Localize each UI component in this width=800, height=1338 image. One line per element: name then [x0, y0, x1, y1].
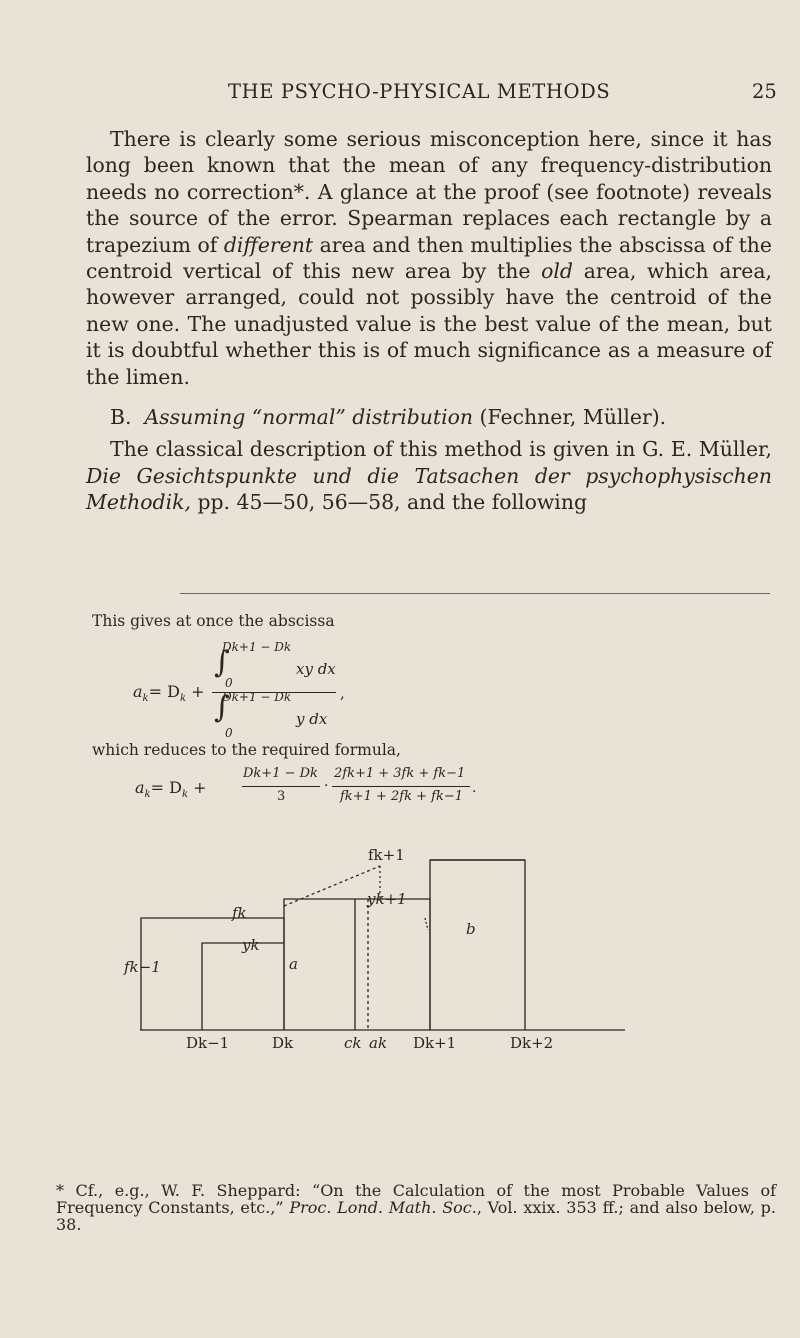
inset-intro: This gives at once the abscissa — [92, 612, 335, 630]
section-heading — [86, 404, 772, 430]
label-D-k-plus-1: Dk+1 — [413, 1034, 457, 1052]
book-page: THE PSYCHO-PHYSICAL METHODS 25 There is clearly some serious misconception here, since it has long been known that the mean of any frequency-distribution needs no correction*. A glance at the proof (see footnote) reveals the source of the error. Spearman replaces each rectangle by a trapezium of different area and then multiplies the abscissa of the centroid vertical of this new area by the old area, which area, however arranged, could not possibly have the centroid of the new one. The unadjusted value is the best value of the mean, but it is doubtful whether this is of much significance as a measure of the limen. B. Assuming “normal” distribution (Fechner, Müller). The classical description of this method is given in G. E. Müller, Die Gesichtspunkte und die Tatsachen der psychophysischen Methodik, pp. 45—50, 56—58, and the following This gives at once the abscissa $a_k= D_k$ + ∫ Dk+1 − Dk 0 xy dx ∫ Dk+1 − Dk 0 y dx , which reduces to the required formula, $a_k= D_k$ + Dk+1 − Dk 3 · 2fk+1 + 3fk + fk−1 fk+1 + 2fk + fk−1 . fk+1 yk+1 fk yk fk−1 a b Dk−1 Dk ck ak Dk+1 Dk+2 * Cf., e.g., W. F. Sheppard: “On the Calculation of the most Probable Values of Frequency Constants, etc.,” Proc. Lond. Math. Soc., Vol. xxix. 353 ff.; and also below, p. 38. — [0, 0, 800, 1338]
paragraph-2: The classical description of this method is given in G. E. Müller, Die Gesichtspunkte und die Tatsachen der psychophysischen Methodik, pp. 45—50, 56—58, and the following — [86, 437, 772, 515]
trapezium-figure — [0, 830, 800, 1140]
running-head: THE PSYCHO-PHYSICAL METHODS — [228, 80, 611, 103]
bar-k — [284, 899, 430, 1030]
label-D-k-minus-1: Dk−1 — [186, 1034, 230, 1052]
integral-sign-bottom: ∫ — [214, 690, 230, 725]
bar-k-minus-1-outer — [141, 918, 284, 1030]
fraction-bar-3 — [332, 786, 470, 787]
integral-sign-top: ∫ — [214, 645, 230, 680]
trapezium-top — [284, 866, 380, 906]
label-D-k: Dk — [272, 1034, 294, 1052]
label-y-k: yk — [242, 936, 260, 954]
inset-reduces: which reduces to the required formula, — [92, 741, 401, 759]
label-f-k-plus-1: fk+1 — [368, 846, 405, 864]
section-rule — [180, 593, 770, 594]
footnote: * Cf., e.g., W. F. Sheppard: “On the Calculation of the most Probable Values of Frequency Constants, etc.,” Proc. Lond. Math. Soc., Vol. xxix. 353 ff.; and also below, p. 38. — [56, 1181, 776, 1234]
fraction-bar-2 — [242, 786, 320, 787]
page-number: 25 — [752, 80, 777, 103]
label-a: a — [289, 955, 298, 973]
section-authors: (Fechner, Müller). — [479, 405, 667, 430]
main-text — [86, 126, 772, 516]
book-title: Die Gesichtspunkte und die Tatsachen der psychophysischen Methodik, — [86, 463, 772, 515]
label-c-k: ck — [344, 1034, 362, 1052]
label-a-k: ak — [369, 1034, 388, 1052]
label-f-k: fk — [232, 904, 247, 922]
journal-title: Proc. Lond. Math. Soc. — [289, 1198, 477, 1217]
label-y-k-plus-1: yk+1 — [367, 890, 407, 908]
label-D-k-plus-2: Dk+2 — [510, 1034, 554, 1052]
bar-k-plus-1 — [430, 860, 525, 1030]
section-label: B. — [110, 405, 132, 430]
label-b: b — [466, 920, 476, 938]
emphasis-different: different — [223, 232, 314, 257]
emphasis-old: old — [541, 259, 573, 284]
page-header — [0, 80, 800, 108]
paragraph-1: There is clearly some serious misconception here, since it has long been known that the mean of any frequency-distribution needs no correction*. A glance at the proof (see footnote) reveals the source of the error. Spearman replaces each rectangle by a trapezium of different area and then multiplies the abscissa of the centroid vertical of this new area by the old area, which area, however arranged, could not possibly have the centroid of the new one. The unadjusted value is the best value of the mean, but it is doubtful whether this is of much significance as a measure of the limen. — [86, 127, 772, 389]
bar-k-minus-1-inner — [202, 943, 284, 1030]
label-f-k-minus-1: fk−1 — [124, 958, 161, 976]
section-title: Assuming “normal” distribution — [144, 405, 474, 430]
